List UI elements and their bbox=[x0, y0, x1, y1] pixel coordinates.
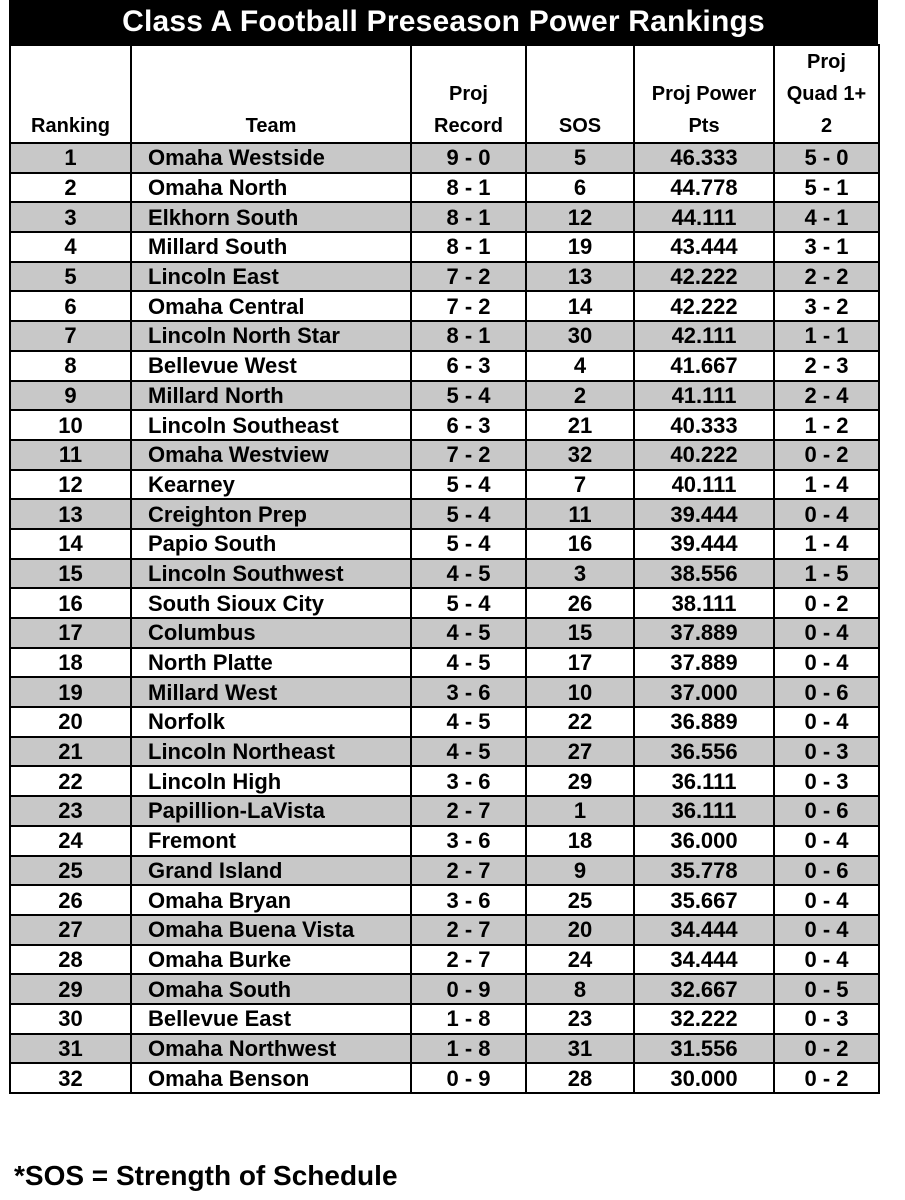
record-cell: 4 - 5 bbox=[411, 648, 526, 678]
quad-cell: 0 - 4 bbox=[774, 499, 879, 529]
rank-cell: 29 bbox=[10, 974, 131, 1004]
table-row bbox=[10, 856, 879, 886]
header-record-line2: Record bbox=[434, 115, 503, 137]
team-cell: Grand Island bbox=[131, 856, 411, 886]
sos-cell: 31 bbox=[526, 1034, 634, 1064]
rank-cell: 3 bbox=[10, 202, 131, 232]
header-quad-line3: 2 bbox=[820, 115, 833, 137]
rank-cell: 12 bbox=[10, 470, 131, 500]
quad-cell: 0 - 2 bbox=[774, 1063, 879, 1093]
table-row bbox=[10, 321, 879, 351]
sos-cell: 14 bbox=[526, 291, 634, 321]
power-pts-cell: 37.889 bbox=[634, 648, 774, 678]
power-pts-cell: 35.667 bbox=[634, 885, 774, 915]
quad-cell: 0 - 4 bbox=[774, 618, 879, 648]
record-cell: 4 - 5 bbox=[411, 559, 526, 589]
quad-cell: 1 - 4 bbox=[774, 470, 879, 500]
sos-cell: 4 bbox=[526, 351, 634, 381]
rank-cell: 10 bbox=[10, 410, 131, 440]
team-cell: Omaha Burke bbox=[131, 945, 411, 975]
record-cell: 4 - 5 bbox=[411, 737, 526, 767]
sos-cell: 7 bbox=[526, 470, 634, 500]
record-cell: 3 - 6 bbox=[411, 766, 526, 796]
record-cell: 2 - 7 bbox=[411, 856, 526, 886]
team-cell: Millard South bbox=[131, 232, 411, 262]
rank-cell: 23 bbox=[10, 796, 131, 826]
header-proj-power-pts bbox=[634, 45, 774, 143]
rank-cell: 6 bbox=[10, 291, 131, 321]
team-cell: Lincoln North Star bbox=[131, 321, 411, 351]
header-ranking bbox=[10, 45, 131, 143]
table-body bbox=[10, 143, 879, 1093]
power-pts-cell: 35.778 bbox=[634, 856, 774, 886]
record-cell: 6 - 3 bbox=[411, 410, 526, 440]
header-proj-record bbox=[411, 45, 526, 143]
sos-cell: 8 bbox=[526, 974, 634, 1004]
rank-cell: 24 bbox=[10, 826, 131, 856]
rank-cell: 32 bbox=[10, 1063, 131, 1093]
header-quad-line2: Quad 1+ bbox=[786, 83, 867, 105]
header-sos bbox=[526, 45, 634, 143]
quad-cell: 3 - 2 bbox=[774, 291, 879, 321]
team-cell: Bellevue East bbox=[131, 1004, 411, 1034]
quad-cell: 0 - 4 bbox=[774, 915, 879, 945]
quad-cell: 0 - 2 bbox=[774, 1034, 879, 1064]
team-cell: Lincoln East bbox=[131, 262, 411, 292]
team-cell: Kearney bbox=[131, 470, 411, 500]
rank-cell: 8 bbox=[10, 351, 131, 381]
table-row bbox=[10, 648, 879, 678]
quad-cell: 0 - 6 bbox=[774, 677, 879, 707]
sos-cell: 11 bbox=[526, 499, 634, 529]
team-cell: Bellevue West bbox=[131, 351, 411, 381]
power-pts-cell: 41.667 bbox=[634, 351, 774, 381]
rank-cell: 7 bbox=[10, 321, 131, 351]
sos-cell: 24 bbox=[526, 945, 634, 975]
sos-cell: 9 bbox=[526, 856, 634, 886]
quad-cell: 2 - 2 bbox=[774, 262, 879, 292]
header-team bbox=[131, 45, 411, 143]
table-row bbox=[10, 470, 879, 500]
sos-cell: 28 bbox=[526, 1063, 634, 1093]
table-row bbox=[10, 410, 879, 440]
table-row bbox=[10, 173, 879, 203]
sos-cell: 30 bbox=[526, 321, 634, 351]
team-cell: Millard North bbox=[131, 381, 411, 411]
table-row bbox=[10, 677, 879, 707]
team-cell: Omaha Westview bbox=[131, 440, 411, 470]
power-pts-cell: 39.444 bbox=[634, 529, 774, 559]
team-cell: Fremont bbox=[131, 826, 411, 856]
page-title: Class A Football Preseason Power Rankings bbox=[9, 0, 878, 44]
rank-cell: 9 bbox=[10, 381, 131, 411]
team-cell: Lincoln Southeast bbox=[131, 410, 411, 440]
quad-cell: 0 - 3 bbox=[774, 766, 879, 796]
team-cell: Lincoln Southwest bbox=[131, 559, 411, 589]
team-cell: Columbus bbox=[131, 618, 411, 648]
power-pts-cell: 34.444 bbox=[634, 945, 774, 975]
table-row bbox=[10, 1034, 879, 1064]
rank-cell: 2 bbox=[10, 173, 131, 203]
sos-cell: 26 bbox=[526, 588, 634, 618]
sos-cell: 20 bbox=[526, 915, 634, 945]
rank-cell: 28 bbox=[10, 945, 131, 975]
rank-cell: 1 bbox=[10, 143, 131, 173]
record-cell: 3 - 6 bbox=[411, 826, 526, 856]
power-pts-cell: 42.222 bbox=[634, 262, 774, 292]
rank-cell: 27 bbox=[10, 915, 131, 945]
sos-cell: 17 bbox=[526, 648, 634, 678]
table-row bbox=[10, 588, 879, 618]
power-pts-cell: 46.333 bbox=[634, 143, 774, 173]
quad-cell: 0 - 5 bbox=[774, 974, 879, 1004]
power-pts-cell: 36.111 bbox=[634, 766, 774, 796]
rank-cell: 19 bbox=[10, 677, 131, 707]
power-pts-cell: 44.778 bbox=[634, 173, 774, 203]
record-cell: 0 - 9 bbox=[411, 1063, 526, 1093]
sos-cell: 29 bbox=[526, 766, 634, 796]
team-cell: North Platte bbox=[131, 648, 411, 678]
quad-cell: 5 - 1 bbox=[774, 173, 879, 203]
table-row bbox=[10, 559, 879, 589]
record-cell: 5 - 4 bbox=[411, 499, 526, 529]
table-row bbox=[10, 143, 879, 173]
quad-cell: 0 - 4 bbox=[774, 707, 879, 737]
record-cell: 3 - 6 bbox=[411, 885, 526, 915]
sos-cell: 18 bbox=[526, 826, 634, 856]
rank-cell: 16 bbox=[10, 588, 131, 618]
table-row bbox=[10, 885, 879, 915]
power-pts-cell: 34.444 bbox=[634, 915, 774, 945]
power-pts-cell: 36.889 bbox=[634, 707, 774, 737]
record-cell: 5 - 4 bbox=[411, 470, 526, 500]
record-cell: 9 - 0 bbox=[411, 143, 526, 173]
record-cell: 5 - 4 bbox=[411, 381, 526, 411]
quad-cell: 0 - 2 bbox=[774, 440, 879, 470]
quad-cell: 0 - 6 bbox=[774, 796, 879, 826]
team-cell: Lincoln High bbox=[131, 766, 411, 796]
rank-cell: 18 bbox=[10, 648, 131, 678]
record-cell: 8 - 1 bbox=[411, 232, 526, 262]
team-cell: Millard West bbox=[131, 677, 411, 707]
quad-cell: 0 - 4 bbox=[774, 945, 879, 975]
rankings-table bbox=[9, 44, 880, 1094]
quad-cell: 4 - 1 bbox=[774, 202, 879, 232]
record-cell: 4 - 5 bbox=[411, 707, 526, 737]
sos-cell: 16 bbox=[526, 529, 634, 559]
record-cell: 2 - 7 bbox=[411, 796, 526, 826]
sos-cell: 3 bbox=[526, 559, 634, 589]
sos-cell: 19 bbox=[526, 232, 634, 262]
table-row bbox=[10, 202, 879, 232]
power-pts-cell: 43.444 bbox=[634, 232, 774, 262]
team-cell: Lincoln Northeast bbox=[131, 737, 411, 767]
table-header-row bbox=[10, 45, 879, 143]
power-pts-cell: 40.111 bbox=[634, 470, 774, 500]
sos-cell: 15 bbox=[526, 618, 634, 648]
record-cell: 7 - 2 bbox=[411, 291, 526, 321]
quad-cell: 1 - 4 bbox=[774, 529, 879, 559]
power-pts-cell: 38.556 bbox=[634, 559, 774, 589]
team-cell: Creighton Prep bbox=[131, 499, 411, 529]
rank-cell: 22 bbox=[10, 766, 131, 796]
table-row bbox=[10, 351, 879, 381]
quad-cell: 2 - 4 bbox=[774, 381, 879, 411]
rank-cell: 25 bbox=[10, 856, 131, 886]
record-cell: 8 - 1 bbox=[411, 321, 526, 351]
team-cell: Omaha Buena Vista bbox=[131, 915, 411, 945]
team-cell: Omaha Bryan bbox=[131, 885, 411, 915]
rank-cell: 30 bbox=[10, 1004, 131, 1034]
sos-cell: 22 bbox=[526, 707, 634, 737]
footnote: *SOS = Strength of Schedule bbox=[14, 1160, 398, 1191]
header-ranking-label: Ranking bbox=[31, 115, 110, 137]
power-pts-cell: 44.111 bbox=[634, 202, 774, 232]
rank-cell: 13 bbox=[10, 499, 131, 529]
sos-cell: 27 bbox=[526, 737, 634, 767]
table-row bbox=[10, 737, 879, 767]
header-team-label: Team bbox=[245, 115, 297, 137]
record-cell: 6 - 3 bbox=[411, 351, 526, 381]
rank-cell: 15 bbox=[10, 559, 131, 589]
header-quad-line1: Proj bbox=[807, 51, 846, 73]
header-power-line2: Pts bbox=[688, 115, 720, 137]
record-cell: 5 - 4 bbox=[411, 588, 526, 618]
table-row bbox=[10, 915, 879, 945]
rank-cell: 20 bbox=[10, 707, 131, 737]
quad-cell: 1 - 2 bbox=[774, 410, 879, 440]
quad-cell: 5 - 0 bbox=[774, 143, 879, 173]
sos-cell: 32 bbox=[526, 440, 634, 470]
sos-cell: 1 bbox=[526, 796, 634, 826]
sos-cell: 2 bbox=[526, 381, 634, 411]
rank-cell: 11 bbox=[10, 440, 131, 470]
record-cell: 5 - 4 bbox=[411, 529, 526, 559]
team-cell: Omaha South bbox=[131, 974, 411, 1004]
header-proj-quad bbox=[774, 45, 879, 143]
record-cell: 4 - 5 bbox=[411, 618, 526, 648]
sos-cell: 13 bbox=[526, 262, 634, 292]
record-cell: 0 - 9 bbox=[411, 974, 526, 1004]
team-cell: Omaha Northwest bbox=[131, 1034, 411, 1064]
quad-cell: 3 - 1 bbox=[774, 232, 879, 262]
quad-cell: 0 - 3 bbox=[774, 1004, 879, 1034]
power-pts-cell: 36.000 bbox=[634, 826, 774, 856]
header-sos-label: SOS bbox=[558, 115, 602, 137]
power-pts-cell: 42.222 bbox=[634, 291, 774, 321]
record-cell: 2 - 7 bbox=[411, 915, 526, 945]
record-cell: 7 - 2 bbox=[411, 440, 526, 470]
table-row bbox=[10, 618, 879, 648]
power-pts-cell: 40.222 bbox=[634, 440, 774, 470]
quad-cell: 0 - 6 bbox=[774, 856, 879, 886]
header-record-line1: Proj bbox=[449, 83, 488, 105]
team-cell: Omaha North bbox=[131, 173, 411, 203]
table-row bbox=[10, 381, 879, 411]
rank-cell: 17 bbox=[10, 618, 131, 648]
rank-cell: 4 bbox=[10, 232, 131, 262]
team-cell: Elkhorn South bbox=[131, 202, 411, 232]
table-row bbox=[10, 826, 879, 856]
team-cell: Papio South bbox=[131, 529, 411, 559]
table-row bbox=[10, 1063, 879, 1093]
quad-cell: 1 - 5 bbox=[774, 559, 879, 589]
team-cell: Omaha Central bbox=[131, 291, 411, 321]
power-pts-cell: 36.556 bbox=[634, 737, 774, 767]
rank-cell: 26 bbox=[10, 885, 131, 915]
record-cell: 3 - 6 bbox=[411, 677, 526, 707]
team-cell: Omaha Benson bbox=[131, 1063, 411, 1093]
record-cell: 8 - 1 bbox=[411, 173, 526, 203]
power-pts-cell: 30.000 bbox=[634, 1063, 774, 1093]
quad-cell: 0 - 3 bbox=[774, 737, 879, 767]
quad-cell: 0 - 2 bbox=[774, 588, 879, 618]
power-pts-cell: 40.333 bbox=[634, 410, 774, 440]
power-pts-cell: 36.111 bbox=[634, 796, 774, 826]
sos-cell: 23 bbox=[526, 1004, 634, 1034]
record-cell: 2 - 7 bbox=[411, 945, 526, 975]
rank-cell: 21 bbox=[10, 737, 131, 767]
sos-cell: 12 bbox=[526, 202, 634, 232]
power-pts-cell: 38.111 bbox=[634, 588, 774, 618]
table-row bbox=[10, 1004, 879, 1034]
table-row bbox=[10, 232, 879, 262]
rank-cell: 31 bbox=[10, 1034, 131, 1064]
quad-cell: 0 - 4 bbox=[774, 885, 879, 915]
sos-cell: 10 bbox=[526, 677, 634, 707]
table-row bbox=[10, 440, 879, 470]
table-row bbox=[10, 974, 879, 1004]
record-cell: 7 - 2 bbox=[411, 262, 526, 292]
quad-cell: 0 - 4 bbox=[774, 648, 879, 678]
sos-cell: 6 bbox=[526, 173, 634, 203]
quad-cell: 2 - 3 bbox=[774, 351, 879, 381]
power-pts-cell: 42.111 bbox=[634, 321, 774, 351]
table-row bbox=[10, 529, 879, 559]
team-cell: South Sioux City bbox=[131, 588, 411, 618]
power-pts-cell: 39.444 bbox=[634, 499, 774, 529]
table-row bbox=[10, 499, 879, 529]
team-cell: Omaha Westside bbox=[131, 143, 411, 173]
table-row bbox=[10, 262, 879, 292]
table-row bbox=[10, 796, 879, 826]
team-cell: Norfolk bbox=[131, 707, 411, 737]
sos-cell: 25 bbox=[526, 885, 634, 915]
record-cell: 8 - 1 bbox=[411, 202, 526, 232]
power-pts-cell: 37.889 bbox=[634, 618, 774, 648]
table-row bbox=[10, 766, 879, 796]
table-row bbox=[10, 707, 879, 737]
table-row bbox=[10, 291, 879, 321]
rank-cell: 14 bbox=[10, 529, 131, 559]
record-cell: 1 - 8 bbox=[411, 1034, 526, 1064]
power-pts-cell: 32.222 bbox=[634, 1004, 774, 1034]
power-pts-cell: 31.556 bbox=[634, 1034, 774, 1064]
rank-cell: 5 bbox=[10, 262, 131, 292]
header-power-line1: Proj Power bbox=[651, 83, 757, 105]
team-cell: Papillion-LaVista bbox=[131, 796, 411, 826]
power-pts-cell: 41.111 bbox=[634, 381, 774, 411]
quad-cell: 0 - 4 bbox=[774, 826, 879, 856]
quad-cell: 1 - 1 bbox=[774, 321, 879, 351]
sos-cell: 5 bbox=[526, 143, 634, 173]
record-cell: 1 - 8 bbox=[411, 1004, 526, 1034]
power-pts-cell: 32.667 bbox=[634, 974, 774, 1004]
sos-cell: 21 bbox=[526, 410, 634, 440]
table-row bbox=[10, 945, 879, 975]
power-pts-cell: 37.000 bbox=[634, 677, 774, 707]
